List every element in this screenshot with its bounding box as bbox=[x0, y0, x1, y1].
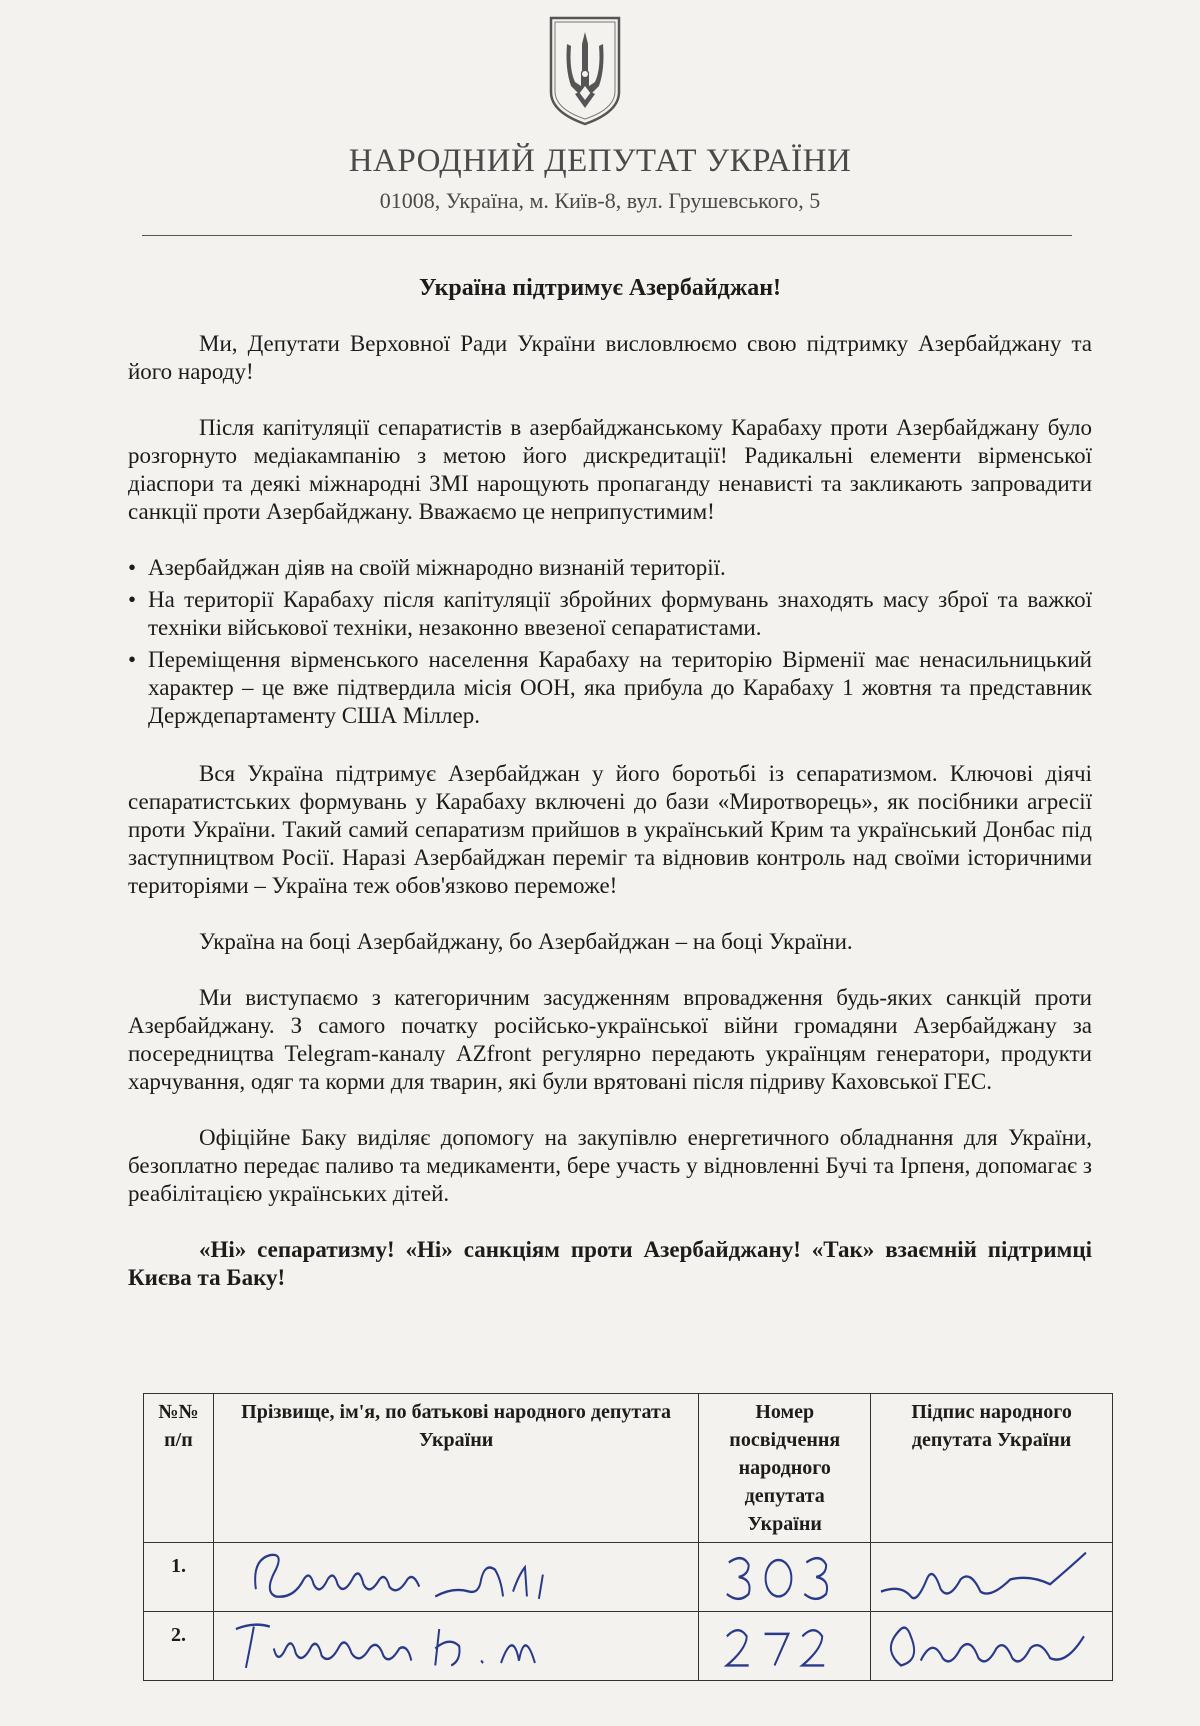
column-header-id: Номер посвідчення народного депутата України bbox=[699, 1394, 871, 1543]
paragraph: Офіційне Баку виділяє допомогу на закупівлю енергетичного обладнання для України, безоплатно передає паливо та медикаменти, бере участь у відновленні Бучі та Ірпеня, допомагає з реабілітацією українських дітей. bbox=[128, 1125, 1092, 1206]
paragraph: Після капітуляції сепаратистів в азербайджанському Карабаху проти Азербайджану було розгорнуто медіакампанію з метою його дискредитації! Радикальні елементи вірменської діаспори та деякі міжнародні ЗМІ нарощують пропаганду ненависті та закликають запровадити санкції проти Азербайджану. Вважаємо це неприпустимим! bbox=[128, 415, 1092, 524]
table-header-row bbox=[144, 1394, 1113, 1543]
bullet-icon: • bbox=[128, 555, 137, 580]
handwritten-id bbox=[699, 1612, 871, 1681]
paragraph: Ми, Депутати Верховної Ради України висловлюємо свою підтримку Азербайджану та його народу! bbox=[128, 331, 1092, 384]
paragraph: Ми виступаємо з категоричним засудженням впровадження будь-яких санкцій проти Азербайджану. З самого початку російсько-української війни громадяни Азербайджану за посередництва Telegram-каналу AZfront регулярно передають українцям генератори, продукти харчування, одяг та корми для тварин, які були врятовані після підриву Каховської ГЕС. bbox=[128, 985, 1092, 1094]
bullet-item: • Азербайджан діяв на своїй міжнародно визнаній території. bbox=[128, 555, 726, 580]
header-divider bbox=[142, 235, 1072, 236]
ukraine-trident-emblem-icon bbox=[545, 14, 625, 128]
column-header-name: Прізвище, ім'я, по батькові народного депутата України bbox=[213, 1394, 698, 1543]
table-row bbox=[144, 1543, 1113, 1612]
slogan: «Ні» сепаратизму! «Ні» санкціям проти Азербайджану! «Так» взаємній підтримці Києва та Баку! bbox=[128, 1237, 1092, 1290]
bullet-icon: • bbox=[128, 647, 137, 672]
bullet-icon: • bbox=[128, 587, 137, 612]
column-header-number: №№ п/п bbox=[144, 1394, 214, 1543]
column-header-signature: Підпис народного депутата України bbox=[871, 1394, 1113, 1543]
row-number: 1. bbox=[144, 1543, 214, 1612]
paragraph: Україна на боці Азербайджану, бо Азербайджан – на боці України. bbox=[199, 929, 853, 954]
bullet-list bbox=[128, 554, 1092, 730]
signature bbox=[871, 1612, 1113, 1681]
document-body bbox=[128, 330, 1092, 1292]
header-title: НАРОДНИЙ ДЕПУТАТ УКРАЇНИ bbox=[348, 143, 852, 179]
document-title: Україна підтримує Азербайджан! bbox=[418, 275, 782, 301]
bullet-item: • На території Карабаху після капітуляції збройних формувань знаходять масу зброї та важкої техніки військової техніки, незаконно ввезеної сепаратистами. bbox=[128, 587, 1092, 640]
handwritten-name bbox=[213, 1612, 698, 1681]
table-row bbox=[144, 1612, 1113, 1681]
handwritten-name bbox=[213, 1543, 698, 1612]
signature bbox=[871, 1543, 1113, 1612]
paragraph: Вся Україна підтримує Азербайджан у його боротьбі із сепаратизмом. Ключові діячі сепаратистських формувань у Карабаху включені до бази «Миротворець», як посібники агресії проти України. Такий самий сепаратизм прийшов в український Крим та український Донбас під заступництвом Росії. Наразі Азербайджан переміг та відновив контроль над своїми історичними територіями – Україна теж обов'язково переможе! bbox=[128, 761, 1092, 898]
signature-table bbox=[143, 1393, 1113, 1681]
row-number: 2. bbox=[144, 1612, 214, 1681]
header-address: 01008, Україна, м. Київ-8, вул. Грушевського, 5 bbox=[379, 188, 821, 213]
bullet-item: • Переміщення вірменського населення Карабаху на територію Вірменії має ненасильницький характер – це вже підтвердила місія ООН, яка прибула до Карабаху 1 жовтня та представник Держдепартаменту США Міллер. bbox=[128, 647, 1092, 728]
handwritten-id bbox=[699, 1543, 871, 1612]
